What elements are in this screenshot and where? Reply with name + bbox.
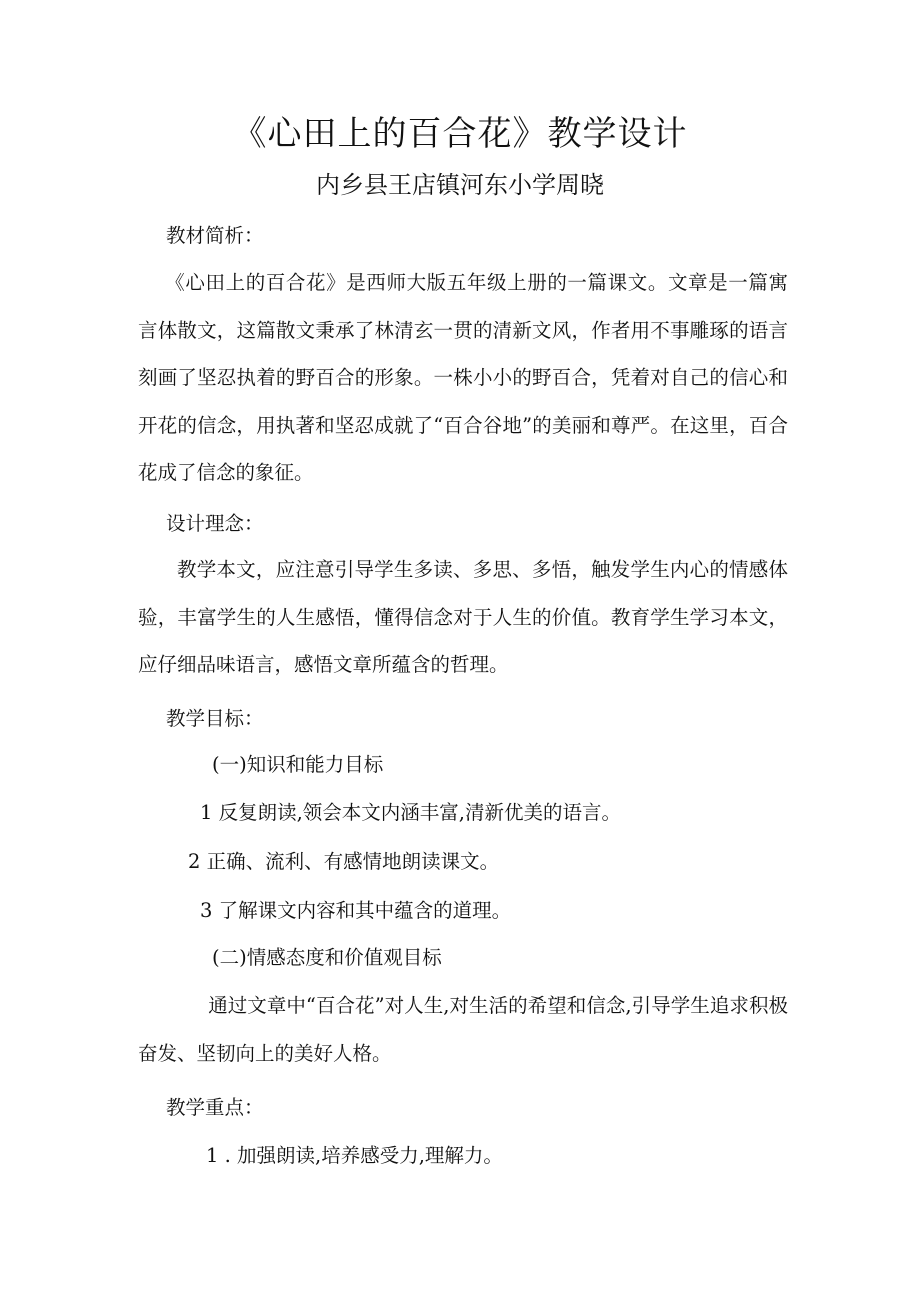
concept-heading: 设计理念：	[166, 512, 264, 535]
key-point-item-1: 1 . 加强朗读,培养感受力,理解力。	[206, 1144, 503, 1167]
document-title: 《心田上的百合花》教学设计	[232, 114, 688, 154]
goal-item-3: 3 了解课文内容和其中蕴含的道理。	[200, 899, 512, 922]
concept-paragraph: 教学本文，应注意引导学生多读、多思、多悟，触发学生内心的情感体验，丰富学生的人生感悟，懂得信念对于人生的价值。教育学生学习本文，应仔细品味语言，感悟文章所蕴含的哲理。	[138, 558, 788, 676]
goal-item-1: 1 反复朗读,领会本文内涵丰富,清新优美的语言。	[200, 801, 622, 824]
analysis-heading: 教材简析：	[166, 224, 264, 247]
goals-heading: 教学目标：	[166, 707, 264, 730]
document-author: 内乡县王店镇河东小学周晓	[316, 171, 604, 199]
goal-item-2: 2 正确、流利、有感情地朗读课文。	[188, 850, 500, 873]
goals-subheading-knowledge: (一)知识和能力目标	[212, 753, 384, 776]
goals-subheading-emotion: (二)情感态度和价值观目标	[212, 946, 442, 969]
key-points-heading: 教学重点：	[166, 1096, 264, 1119]
analysis-paragraph: 《心田上的百合花》是西师大版五年级上册的一篇课文。文章是一篇寓言体散文，这篇散文秉承了林清玄一贯的清新文风，作者用不事雕琢的语言刻画了坚忍执着的野百合的形象。一株小小的野百合，凭着对自己的信心和开花的信念，用执著和坚忍成就了“百合谷地”的美丽和尊严。在这里，百合花成了信念的象征。	[138, 271, 788, 484]
emotion-paragraph: 通过文章中“百合花”对人生,对生活的希望和信念,引导学生追求积极奋发、坚韧向上的美好人格。	[138, 994, 788, 1065]
